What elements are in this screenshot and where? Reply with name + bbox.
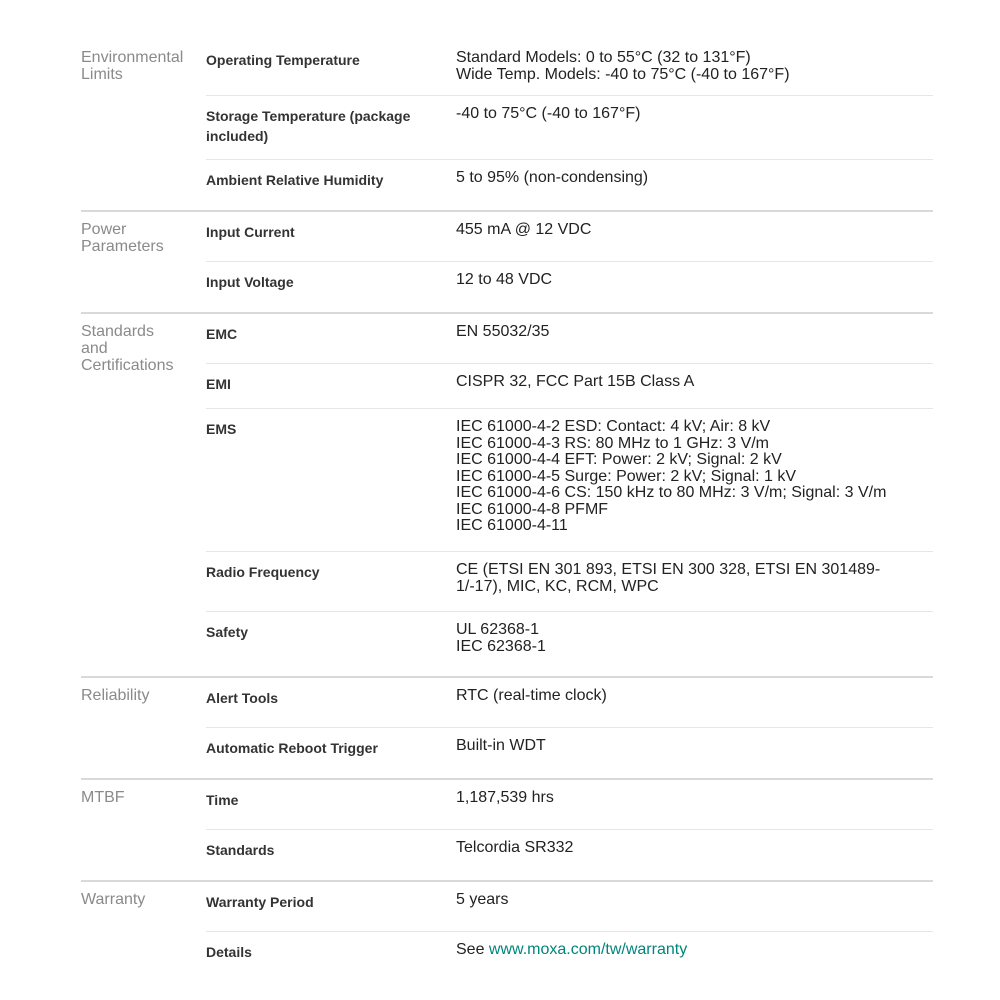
spec-value bbox=[456, 932, 933, 978]
spec-row-emc bbox=[206, 314, 933, 364]
spec-label: Ambient Relative Humidity bbox=[206, 172, 384, 188]
spec-row-standards bbox=[206, 830, 933, 880]
spec-row-operating-temperature bbox=[206, 40, 933, 96]
spec-row-safety bbox=[206, 612, 933, 676]
spec-label: Storage Temperature (package included) bbox=[206, 108, 411, 144]
spec-row-radio-frequency bbox=[206, 552, 933, 612]
spec-row-storage-temperature-package-included bbox=[206, 96, 933, 160]
category-label bbox=[81, 212, 206, 312]
spec-row-alert-tools bbox=[206, 678, 933, 728]
spec-value-line: 1/-17), MIC, KC, RCM, WPC bbox=[456, 577, 659, 595]
spec-value-line: EN 55032/35 bbox=[456, 323, 550, 340]
spec-value-line: IEC 61000-4-11 bbox=[456, 517, 568, 534]
spec-value-line: IEC 62368-1 bbox=[456, 637, 546, 655]
details-prefix: See bbox=[456, 941, 489, 958]
spec-value-line: IEC 61000-4-6 CS: 150 kHz to 80 MHz: 3 V/m; Signal: 3 V/m bbox=[456, 484, 887, 501]
spec-group-warranty bbox=[81, 882, 933, 978]
spec-row-input-voltage bbox=[206, 262, 933, 312]
spec-label: Warranty Period bbox=[206, 894, 314, 910]
spec-value bbox=[456, 552, 933, 611]
spec-value-line: RTC (real-time clock) bbox=[456, 687, 607, 704]
spec-value-line: CE (ETSI EN 301 893, ETSI EN 300 328, ETSI EN 301489- bbox=[456, 561, 881, 578]
spec-label: Alert Tools bbox=[206, 690, 279, 706]
category-label bbox=[81, 678, 206, 778]
spec-row-warranty-period bbox=[206, 882, 933, 932]
category-label-line: Warranty bbox=[81, 891, 146, 908]
spec-value-line: Wide Temp. Models: -40 to 75°C (-40 to 167°F) bbox=[456, 65, 790, 83]
spec-value bbox=[456, 830, 933, 880]
spec-value bbox=[456, 409, 933, 551]
spec-value bbox=[456, 160, 933, 210]
spec-value-line: UL 62368-1 bbox=[456, 621, 540, 638]
category-label-line: Limits bbox=[81, 66, 123, 83]
spec-row-ambient-relative-humidity bbox=[206, 160, 933, 210]
spec-label: EMI bbox=[206, 376, 231, 392]
spec-row-time bbox=[206, 780, 933, 830]
spec-label: EMS bbox=[206, 421, 237, 437]
spec-value bbox=[456, 262, 933, 312]
spec-value-line: Built-in WDT bbox=[456, 737, 546, 754]
spec-row-ems bbox=[206, 409, 933, 552]
spec-label: Safety bbox=[206, 624, 249, 640]
spec-label: Time bbox=[206, 792, 239, 808]
spec-label: Details bbox=[206, 944, 252, 960]
spec-value bbox=[456, 678, 933, 727]
spec-value bbox=[456, 212, 933, 261]
spec-label: Radio Frequency bbox=[206, 564, 320, 580]
category-label-line: Reliability bbox=[81, 687, 150, 704]
spec-table bbox=[81, 40, 933, 978]
spec-value bbox=[456, 728, 933, 778]
spec-value bbox=[456, 612, 933, 676]
spec-group-mtbf bbox=[81, 780, 933, 882]
spec-value bbox=[456, 780, 933, 829]
spec-value-line: Telcordia SR332 bbox=[456, 839, 574, 856]
spec-group-environmental-limits bbox=[81, 40, 933, 212]
spec-value-line: 5 to 95% (non-condensing) bbox=[456, 169, 649, 186]
spec-label: Operating Temperature bbox=[206, 52, 360, 68]
warranty-link[interactable]: www.moxa.com/tw/warranty bbox=[488, 941, 688, 958]
spec-value-line: IEC 61000-4-3 RS: 80 MHz to 1 GHz: 3 V/m bbox=[456, 434, 770, 452]
spec-value bbox=[456, 314, 933, 363]
spec-group-reliability bbox=[81, 678, 933, 780]
spec-label: Input Current bbox=[206, 224, 295, 240]
spec-value-line: IEC 61000-4-5 Surge: Power: 2 kV; Signal: 1 kV bbox=[456, 467, 797, 485]
category-label bbox=[81, 882, 206, 978]
spec-value-line: IEC 61000-4-8 PFMF bbox=[456, 500, 609, 518]
spec-value-line: 12 to 48 VDC bbox=[456, 271, 553, 288]
spec-row-input-current bbox=[206, 212, 933, 262]
category-label bbox=[81, 314, 206, 676]
category-label bbox=[81, 40, 206, 210]
category-label bbox=[81, 780, 206, 880]
spec-label: Input Voltage bbox=[206, 274, 294, 290]
spec-value bbox=[456, 40, 933, 95]
spec-value bbox=[456, 364, 933, 408]
category-label-line: Environmental bbox=[81, 49, 184, 66]
category-label-line: Standards bbox=[81, 323, 154, 340]
spec-row-automatic-reboot-trigger bbox=[206, 728, 933, 778]
spec-group-standards-and-certifications bbox=[81, 314, 933, 678]
category-label-line: Power bbox=[81, 221, 127, 238]
spec-value-line: IEC 61000-4-4 EFT: Power: 2 kV; Signal: 2 kV bbox=[456, 451, 782, 468]
category-label-line: Parameters bbox=[81, 238, 164, 255]
spec-label: EMC bbox=[206, 326, 238, 342]
spec-value-line: Standard Models: 0 to 55°C (32 to 131°F) bbox=[456, 49, 751, 66]
spec-label: Standards bbox=[206, 842, 275, 858]
category-label-line: MTBF bbox=[81, 789, 125, 806]
spec-label: Automatic Reboot Trigger bbox=[206, 740, 378, 756]
spec-group-power-parameters bbox=[81, 212, 933, 314]
category-label-line: Certifications bbox=[81, 357, 174, 374]
spec-value-line: IEC 61000-4-2 ESD: Contact: 4 kV; Air: 8 kV bbox=[456, 418, 771, 435]
spec-value-line: -40 to 75°C (-40 to 167°F) bbox=[456, 105, 641, 122]
category-label-line: and bbox=[81, 340, 108, 357]
spec-row-details bbox=[206, 932, 933, 978]
spec-value-line: CISPR 32, FCC Part 15B Class A bbox=[456, 373, 695, 390]
spec-row-emi bbox=[206, 364, 933, 409]
spec-value-line: 1,187,539 hrs bbox=[456, 789, 554, 806]
spec-value bbox=[456, 882, 933, 931]
spec-value-line: 455 mA @ 12 VDC bbox=[456, 221, 592, 238]
spec-value bbox=[456, 96, 933, 159]
spec-value-line: 5 years bbox=[456, 891, 509, 908]
